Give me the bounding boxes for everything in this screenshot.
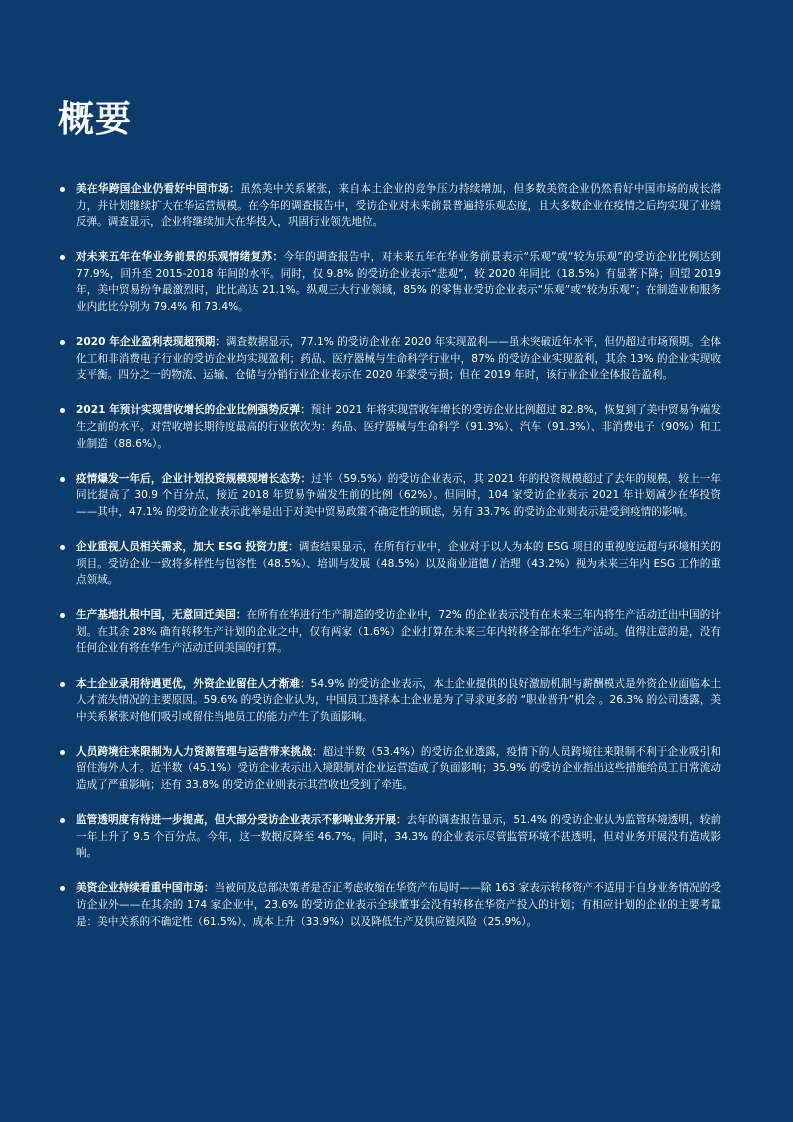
bullet-item — [58, 334, 721, 384]
bullet-dot-icon — [60, 187, 65, 192]
page-title: 概要 — [58, 99, 133, 140]
bullet-dot-icon — [60, 477, 65, 482]
bullet-text: 今年的调查报告中，对未来五年在华业务前景表示“乐观”或“较为乐观”的受访企业比例达到 77.9%，回升至 2015-2018 年间的水平。同时，仅 9.8% 的受访企业表示“悲观”，较 2020 年同比（18.5%）有显著下降；回望 2019 年，美中贸易纷争最激烈时，此比高达 21.1%。纵观三大行业领域，85% 的零售业受访企业表示“乐观”或“较为乐观”；在制造业和服务业内此比分别为 79.4% 和 73.4%。 — [76, 251, 722, 314]
bullet-item — [58, 880, 721, 930]
bullet-text: 54.9% 的受访企业表示，本土企业提供的良好激励机制与薪酬模式是外资企业面临本土人才流失情况的主要原因。59.6% 的受访企业认为，中国员工选择本土企业是为了寻求更多的 “职业晋升”机会 。26.3% 的公司透露，美中关系紧张对他们吸引或留住当地员工的能力产生了负面影响。 — [76, 677, 721, 723]
bullet-heading: 疫情爆发一年后，企业计划投资规模现增长态势： — [76, 472, 312, 485]
bullet-dot-icon — [60, 408, 65, 413]
bullet-item — [58, 402, 721, 452]
bullet-text: 去年的调查报告显示，51.4% 的受访企业认为监管环境透明，较前一年上升了 9.5 个百分点。今年，这一数据反降至 46.7%。同时，34.3% 的企业表示尽管监管环境不甚透明，但对业务开展没有造成影响。 — [76, 814, 721, 860]
bullet-dot-icon — [60, 545, 65, 550]
bullet-dot-icon — [60, 818, 65, 823]
bullet-item — [58, 607, 721, 657]
bullet-heading: 2021 年预计实现营收增长的企业比例强势反弹： — [76, 404, 311, 417]
bullet-text: 当被问及总部决策者是否正考虑收缩在华资产布局时——除 163 家表示转移资产不适用于自身业务情况的受访企业外——在其余的 174 家企业中，23.6% 的受访企业表示全球董事会没有转移在华资产投入的计划；有相应计划的企业的主要考量是：美中关系的不确定性（61.5%）、成本上升（33.9%）以及降低生产及供应链风险（25.9%）。 — [76, 882, 722, 928]
bullet-heading: 美在华跨国企业仍看好中国市场： — [76, 183, 241, 195]
bullet-dot-icon — [60, 750, 65, 755]
bullet-dot-icon — [60, 340, 65, 345]
bullet-text: 过半（59.5%）的受访企业表示，其 2021 年的投资规模超过了去年的规模，较上一年同比提高了 30.9 个百分点，接近 2018 年贸易争端发生前的比例（62%）。但同时，104 家受访企业表示 2021 年计划减少在华投资——其中，47.1% 的受访企业表示此举是出于对美中贸易政策不确定性的顾虑，另有 33.7% 的受访企业则表示是受到疫情的影响。 — [76, 472, 721, 518]
bullet-dot-icon — [60, 613, 65, 618]
summary-bullet-list — [58, 181, 721, 930]
bullet-text: 在所有在华进行生产制造的受访企业中，72% 的企业表示没有在未来三年内将生产活动迁出中国的计划。在其余 28% 确有转移生产计划的企业之中，仅有两家（1.6%）企业打算在未来三年内转移全部在华生产活动。值得注意的是，没有任何企业有将在华生产活动迁回美国的打算。 — [76, 609, 721, 655]
bullet-dot-icon — [60, 255, 65, 260]
bullet-heading: 2020 年企业盈利表现超预期： — [76, 336, 226, 349]
bullet-item — [58, 676, 721, 726]
bullet-item — [58, 249, 721, 315]
bullet-heading: 美资企业持续看重中国市场： — [76, 882, 215, 895]
bullet-text: 超过半数（53.4%）的受访企业透露，疫情下的人员跨境往来限制不利于企业吸引和留住海外人才。近半数（45.1%）受访企业表示出入境限制对企业运营造成了负面影响；35.9% 的受访企业指出这些措施给员工日常流动造成了严重影响；还有 33.8% 的受访企业则表示其营收也受到了牵连。 — [76, 745, 721, 792]
bullet-item — [58, 812, 721, 862]
bullet-heading: 生产基地扎根中国，无意回迁美国： — [76, 609, 247, 622]
bullet-heading: 人员跨境往来限制为人力资源管理与运营带来挑战： — [76, 745, 323, 758]
bullet-item — [58, 181, 721, 231]
bullet-text: 调查数据显示，77.1% 的受访企业在 2020 年实现盈利——虽未突破近年水平，但仍超过市场预期。全体化工和非消费电子行业的受访企业均实现盈利；药品、医疗器械与生命科学行业中，87% 的受访企业实现盈利，其余 13% 的企业实现收支平衡。四分之一的物流、运输、仓储与分销行业企业表示在 2020 年蒙受亏损；但在 2019 年时，该行业企业全体报告盈利。 — [76, 336, 721, 382]
bullet-heading: 对未来五年在华业务前景的乐观情绪复苏： — [76, 251, 284, 264]
bullet-heading: 监管透明度有待进一步提高，但大部分受访企业表示不影响业务开展： — [76, 814, 407, 827]
bullet-dot-icon — [60, 682, 65, 687]
bullet-heading: 企业重视人员相关需求，加大 ESG 投资力度： — [76, 541, 299, 553]
bullet-text: 预计 2021 年将实现营收年增长的受访企业比例超过 82.8%，恢复到了美中贸易争端发生之前的水平。对营收增长期待度最高的行业依次为：药品、医疗器械与生命科学（91.3%）、汽车（91.3%）、非消费电子（90%）和工业制造（88.6%）。 — [76, 404, 722, 450]
bullet-item — [58, 471, 721, 521]
bullet-dot-icon — [60, 886, 65, 891]
bullet-text: 调查结果显示，在所有行业中，企业对于以人为本的 ESG 项目的重视度远超与环境相关的项目。受访企业一致将多样性与包容性（48.5%）、培训与发展（48.5%）以及商业道德 / 治理（43.2%）视为未来三年内 ESG 工作的重点领域。 — [76, 541, 722, 587]
bullet-item — [58, 744, 721, 794]
bullet-text: 虽然美中关系紧张，来自本土企业的竞争压力持续增加，但多数美资企业仍然看好中国市场的成长潜力，并计划继续扩大在华运营规模。在今年的调查报告中，受访企业对未来前景普遍持乐观态度，且大多数企业在疫情之后均实现了业绩反弹。调查显示，企业将继续加大在华投入，巩固行业领先地位。 — [76, 183, 722, 229]
bullet-heading: 本土企业录用待遇更优，外资企业留住人才渐难： — [76, 677, 311, 690]
bullet-item — [58, 539, 721, 589]
